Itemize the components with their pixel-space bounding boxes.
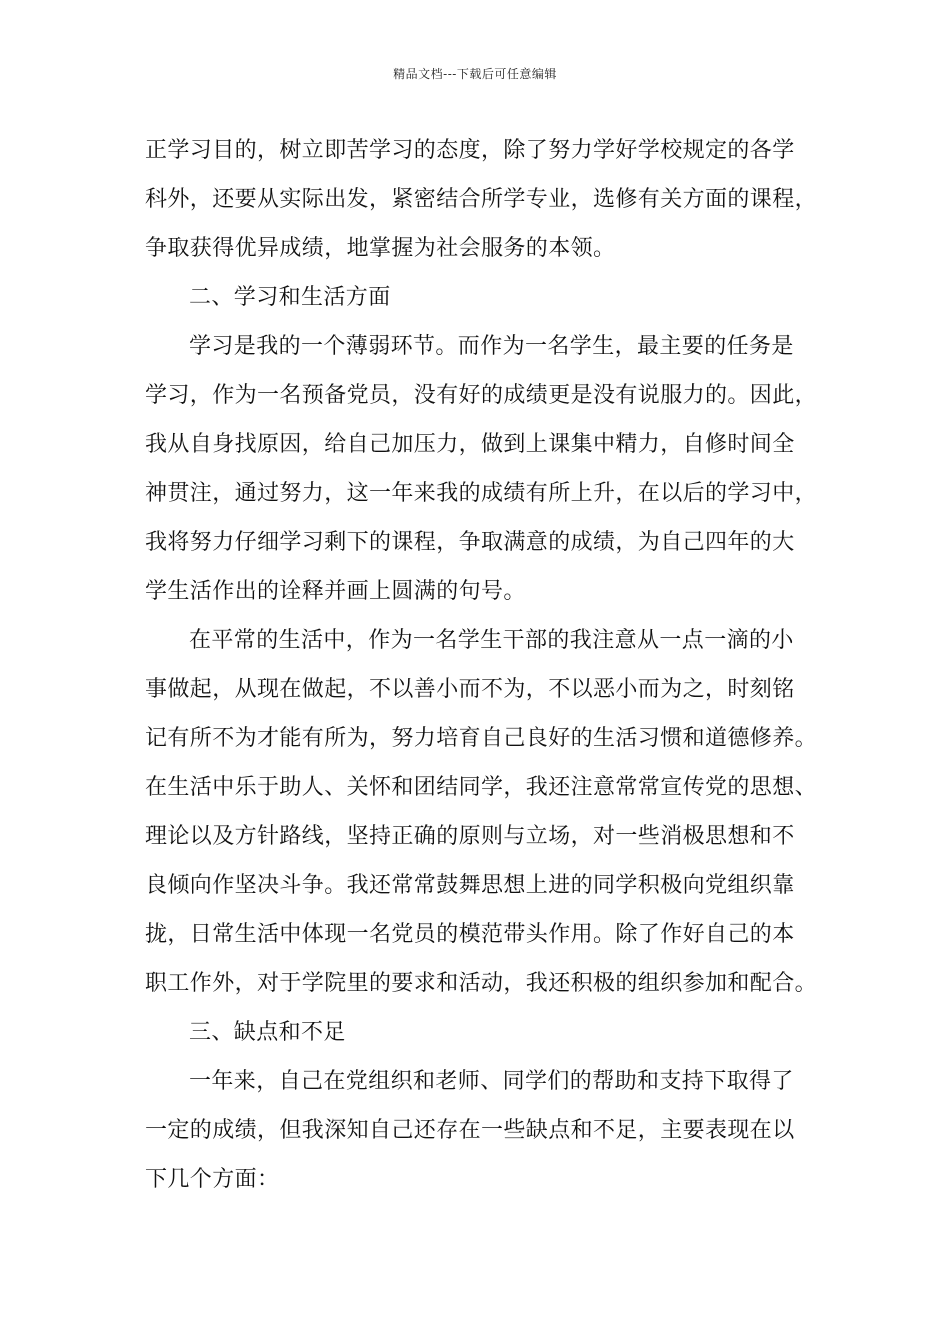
text-line: 在生活中乐于助人、关怀和团结同学，我还注意常常宣传党的思想、 xyxy=(145,775,818,800)
text-line: 下几个方面： xyxy=(145,1167,280,1192)
text-line: 理论以及方针路线，坚持正确的原则与立场，对一些消极思想和不 xyxy=(145,824,795,849)
text-line: 职工作外，对于学院里的要求和活动，我还积极的组织参加和配合。 xyxy=(145,971,818,996)
text-line: 拢，日常生活中体现一名党员的模范带头作用。除了作好自己的本 xyxy=(145,922,795,947)
text-line: 一年来，自己在党组织和老师、同学们的帮助和支持下取得了 xyxy=(189,1069,794,1094)
text-line: 学生活作出的诠释并画上圆满的句号。 xyxy=(145,579,526,604)
text-line: 事做起，从现在做起，不以善小而不为，不以恶小而为之，时刻铭 xyxy=(145,677,795,702)
text-line: 我将努力仔细学习剩下的课程，争取满意的成绩，为自己四年的大 xyxy=(145,530,795,555)
text-line: 学习，作为一名预备党员，没有好的成绩更是没有说服力的。因此， xyxy=(145,383,818,408)
document-body xyxy=(145,126,818,1204)
text-line: 记有所不为才能有所为，努力培育自己良好的生活习惯和道德修养。 xyxy=(145,726,818,751)
text-line: 争取获得优异成绩，地掌握为社会服务的本领。 xyxy=(145,236,616,261)
text-line: 我从自身找原因，给自己加压力，做到上课集中精力，自修时间全 xyxy=(145,432,795,457)
text-line: 正学习目的，树立即苦学习的态度，除了努力学好学校规定的各学 xyxy=(145,138,795,163)
section-heading: 三、缺点和不足 xyxy=(189,1020,346,1045)
text-line: 神贯注，通过努力，这一年来我的成绩有所上升，在以后的学习中， xyxy=(145,481,818,506)
text-line: 科外，还要从实际出发，紧密结合所学专业，选修有关方面的课程， xyxy=(145,187,818,212)
text-line: 在平常的生活中，作为一名学生干部的我注意从一点一滴的小 xyxy=(189,628,794,653)
text-line: 学习是我的一个薄弱环节。而作为一名学生，最主要的任务是 xyxy=(189,334,794,359)
page-header: 精品文档---下载后可任意编辑 xyxy=(393,67,557,81)
section-heading: 二、学习和生活方面 xyxy=(189,285,391,310)
text-line: 良倾向作坚决斗争。我还常常鼓舞思想上进的同学积极向党组织靠 xyxy=(145,873,795,898)
text-line: 一定的成绩，但我深知自己还存在一些缺点和不足，主要表现在以 xyxy=(145,1118,795,1143)
